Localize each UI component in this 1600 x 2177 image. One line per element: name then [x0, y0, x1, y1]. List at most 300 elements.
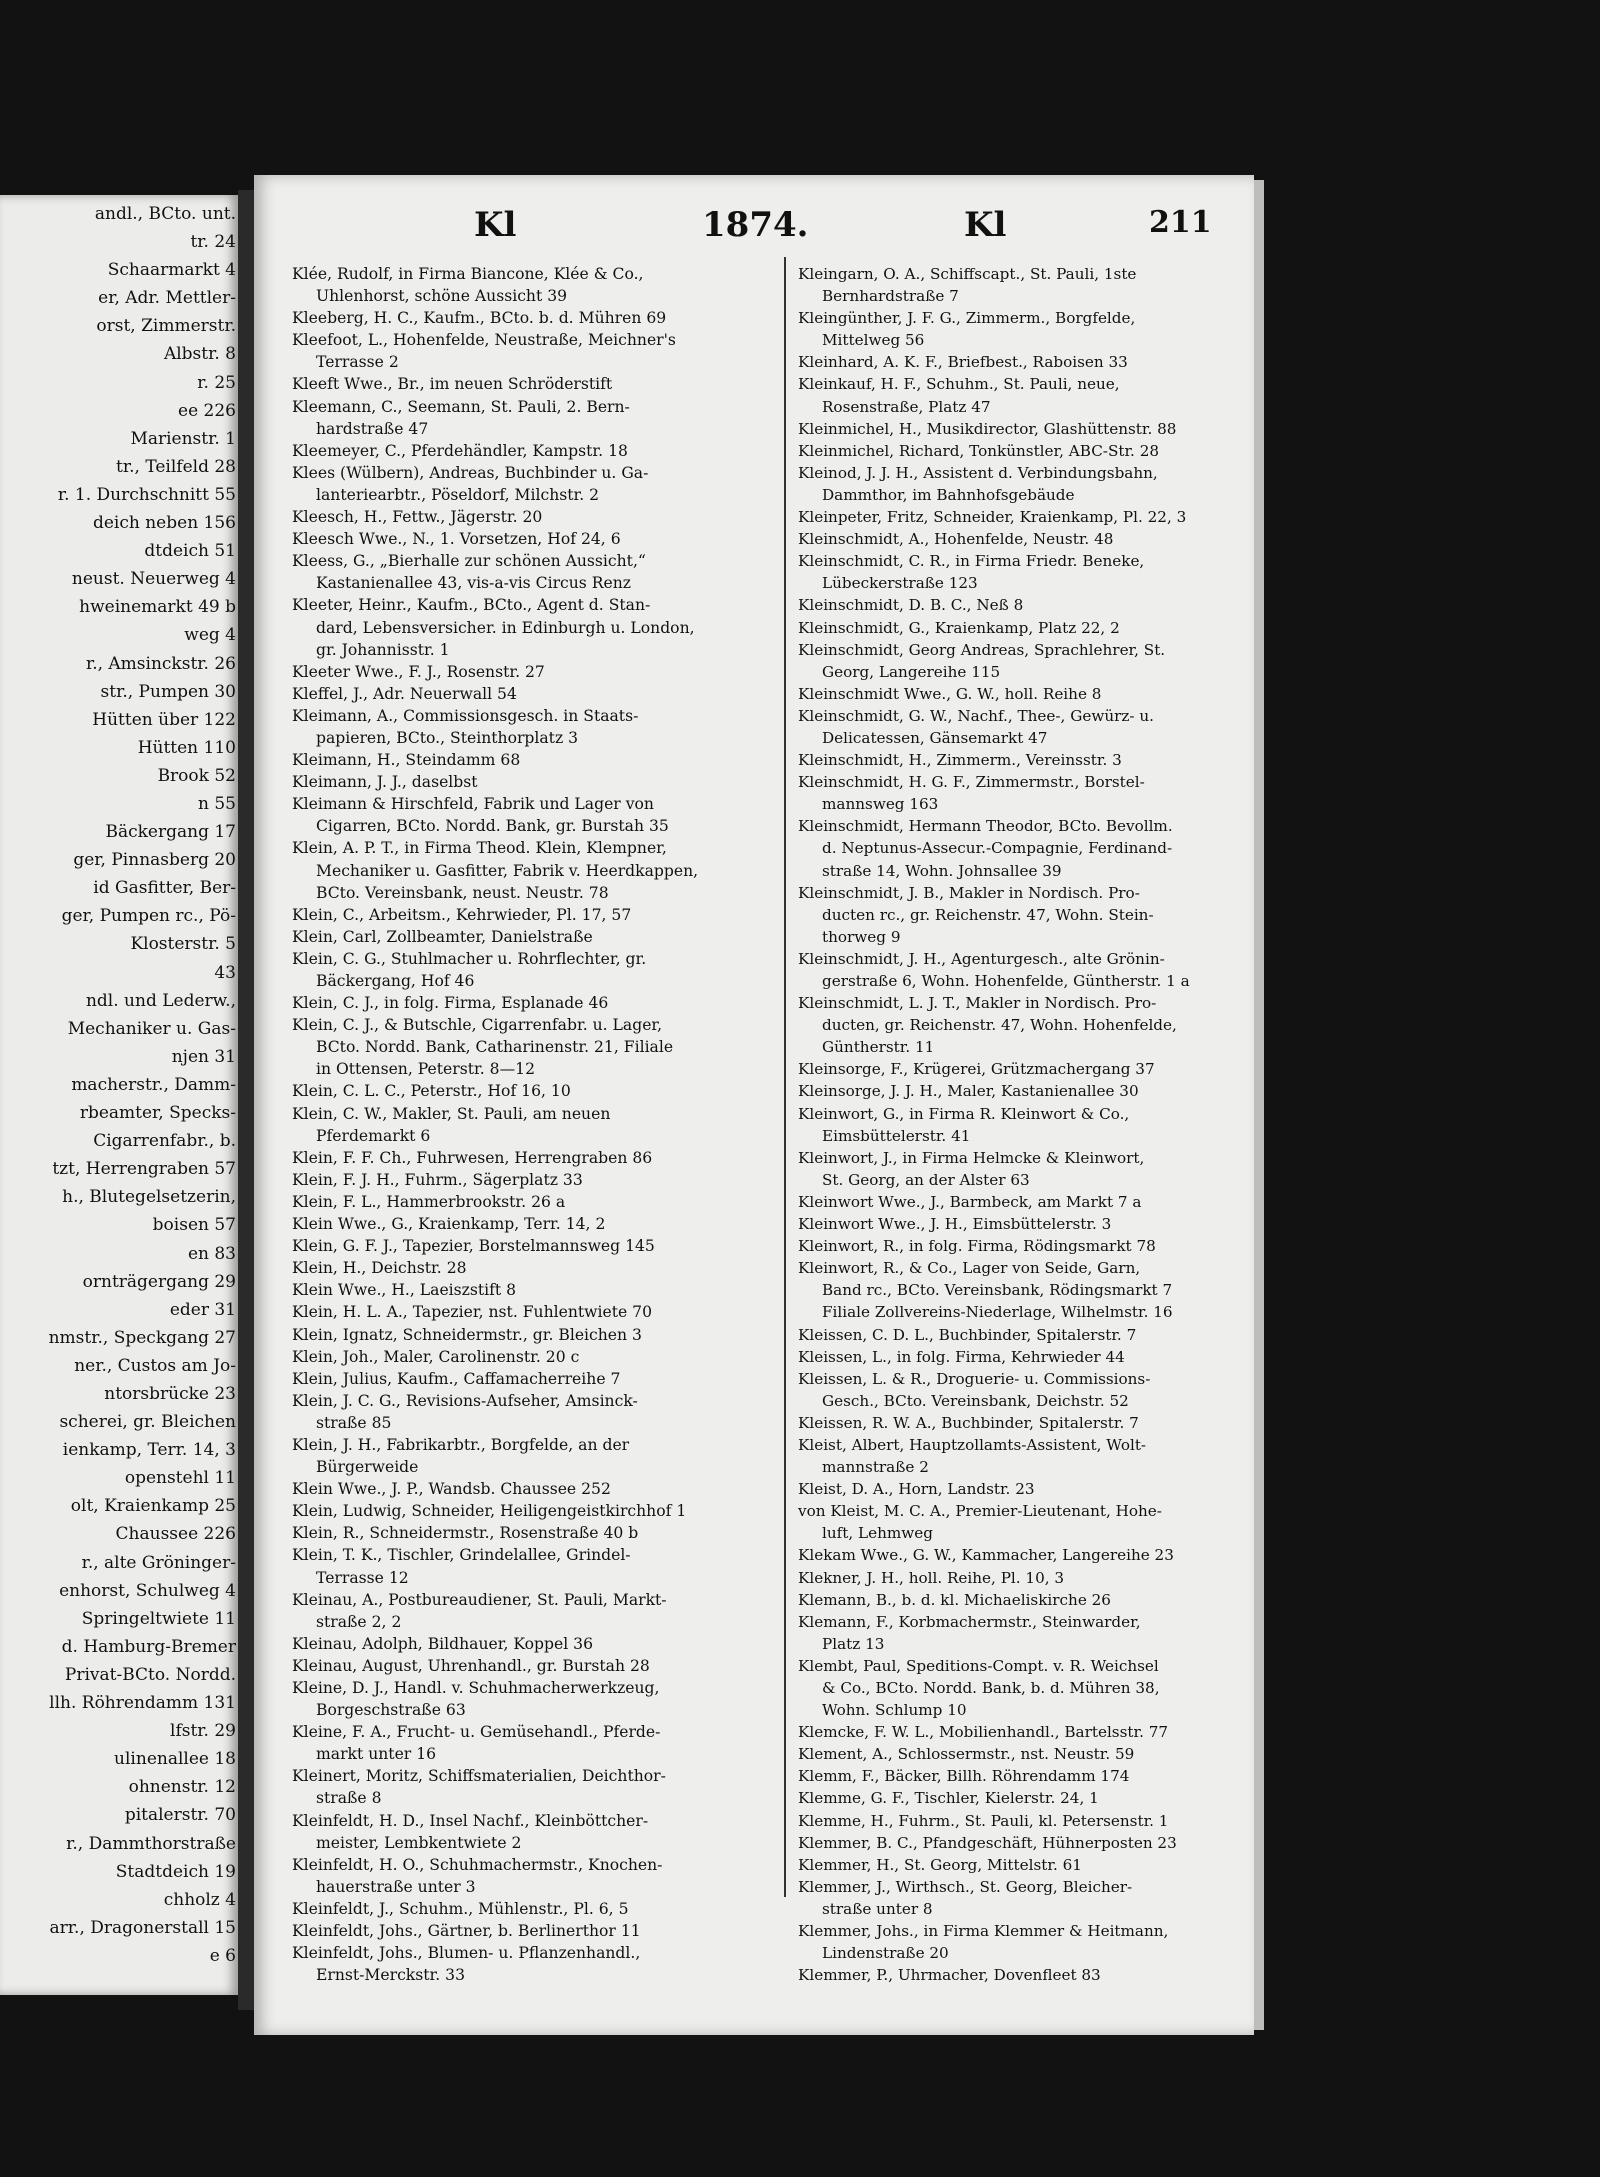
entry-continuation-line: Wohn. Schlump 10: [822, 1701, 967, 1720]
entry-name-line: Kleissen, L., in folg. Firma, Kehrwieder 44: [798, 1347, 1125, 1366]
directory-entry: [286, 1544, 784, 1588]
directory-entry: [792, 263, 1224, 307]
fragment-line: ulinenallee 18: [114, 1749, 236, 1770]
directory-page: [254, 175, 1254, 2035]
fragment-line: ornträgergang 29: [82, 1271, 236, 1292]
entry-name-line: Kleinschmidt, L. J. T., Makler in Nordisch. Pro-: [798, 994, 1157, 1013]
directory-entry: [792, 506, 1224, 528]
entry-continuation-line: straße 8: [316, 1789, 382, 1808]
entry-name-line: Kleeter Wwe., F. J., Rosenstr. 27: [292, 662, 545, 681]
directory-entry: [286, 550, 784, 594]
entry-continuation-line: Cigarren, BCto. Nordd. Bank, gr. Burstah 35: [316, 817, 669, 836]
directory-entry: [286, 1368, 784, 1390]
entry-name-line: Kleissen, C. D. L., Buchbinder, Spitalerstr. 7: [798, 1325, 1137, 1344]
directory-entry: [286, 528, 784, 550]
entry-name-line: Klemm, F., Bäcker, Billh. Röhrendamm 174: [798, 1767, 1130, 1786]
fragment-line: Cigarrenfabr., b.: [93, 1131, 236, 1152]
entry-continuation-line: in Ottensen, Peterstr. 8—12: [316, 1060, 536, 1079]
fragment-line: macherstr., Damm-: [71, 1074, 236, 1095]
entry-name-line: Kleimann, J. J., daselbst: [292, 773, 478, 792]
directory-entry: [286, 1677, 784, 1721]
entry-continuation-line: gerstraße 6, Wohn. Hohenfelde, Güntherstr. 1 a: [822, 972, 1190, 990]
fragment-line: scherei, gr. Bleichen: [59, 1412, 236, 1433]
right-running-head: Kl: [964, 205, 1007, 245]
entry-name-line: Kleist, Albert, Hauptzollamts-Assistent, Wolt-: [798, 1435, 1147, 1454]
entry-name-line: Klein, C. W., Makler, St. Pauli, am neuen: [292, 1104, 611, 1123]
entry-name-line: Kleefoot, L., Hohenfelde, Neustraße, Meichner's: [292, 331, 676, 350]
entry-name-line: Klemann, F., Korbmachermstr., Steinwarder,: [798, 1612, 1141, 1631]
entry-continuation-line: & Co., BCto. Nordd. Bank, b. d. Mühren 38,: [822, 1679, 1160, 1697]
directory-entry: [792, 771, 1224, 815]
entry-name-line: Kleinwort, G., in Firma R. Kleinwort & Co.,: [798, 1104, 1130, 1123]
entry-continuation-line: Terrasse 2: [316, 353, 399, 372]
directory-entry: [286, 661, 784, 683]
directory-entry: [286, 1191, 784, 1213]
directory-entry: [792, 1412, 1224, 1434]
directory-entry: [792, 1920, 1224, 1964]
fragment-line: Stadtdeich 19: [115, 1861, 236, 1882]
entry-continuation-line: markt unter 16: [316, 1745, 437, 1764]
entry-name-line: Klein, H., Deichstr. 28: [292, 1259, 467, 1278]
directory-entry: [286, 1810, 784, 1854]
directory-entry: [286, 1898, 784, 1920]
entry-continuation-line: hauerstraße unter 3: [316, 1877, 476, 1896]
entry-name-line: Kleinschmidt, J. B., Makler in Nordisch. Pro-: [798, 883, 1140, 902]
entry-name-line: Kleinschmidt, A., Hohenfelde, Neustr. 48: [798, 530, 1114, 549]
entry-continuation-line: Uhlenhorst, schöne Aussicht 39: [316, 287, 568, 306]
fragment-line: ohnenstr. 12: [128, 1777, 236, 1798]
fragment-line: r. 25: [197, 372, 236, 393]
entry-name-line: Kleissen, R. W. A., Buchbinder, Spitalerstr. 7: [798, 1413, 1139, 1432]
entry-name-line: Kleeter, Heinr., Kaufm., BCto., Agent d. Stan-: [292, 596, 651, 615]
directory-entry: [792, 1368, 1224, 1412]
entry-continuation-line: luft, Lehmweg: [822, 1524, 933, 1543]
entry-continuation-line: Band rc., BCto. Vereinsbank, Rödingsmarkt 7: [822, 1281, 1173, 1300]
directory-entry: [286, 1522, 784, 1544]
entry-name-line: Klein, Julius, Kaufm., Caffamacherreihe 7: [292, 1369, 621, 1388]
directory-entry: [792, 1567, 1224, 1589]
directory-entry: [792, 815, 1224, 881]
fragment-line: njen 31: [171, 1046, 236, 1067]
entry-continuation-line: Kastanienallee 43, vis-a-vis Circus Renz: [316, 574, 631, 593]
directory-entry: [792, 1235, 1224, 1257]
directory-entry: [792, 1589, 1224, 1611]
directory-entry: [286, 771, 784, 793]
fragment-line: tzt, Herrengraben 57: [52, 1159, 236, 1180]
directory-entry: [286, 373, 784, 395]
directory-entry: [792, 639, 1224, 683]
left-running-head: Kl: [474, 205, 517, 245]
directory-entry: [286, 749, 784, 771]
fragment-line: rbeamter, Specks-: [79, 1103, 236, 1124]
directory-entry: [286, 1478, 784, 1500]
directory-entry: [792, 1213, 1224, 1235]
entry-name-line: Kleinschmidt, C. R., in Firma Friedr. Beneke,: [798, 552, 1145, 571]
year-heading: 1874.: [702, 205, 809, 245]
entry-name-line: Klein, C. J., in folg. Firma, Esplanade 46: [292, 994, 609, 1013]
entry-continuation-line: ducten, gr. Reichenstr. 47, Wohn. Hohenfelde,: [822, 1016, 1177, 1035]
directory-entry: [286, 1301, 784, 1323]
fragment-line: lfstr. 29: [170, 1721, 236, 1742]
fragment-line: 43: [214, 962, 236, 983]
fragment-line: weg 4: [184, 625, 236, 646]
directory-entry: [792, 1787, 1224, 1809]
entry-continuation-line: Lübeckerstraße 123: [822, 574, 978, 593]
fragment-line: Brook 52: [157, 765, 236, 786]
entry-name-line: Klein, C., Arbeitsm., Kehrwieder, Pl. 17, 57: [292, 905, 632, 924]
entry-name-line: Kleinfeldt, H. D., Insel Nachf., Kleinböttcher-: [292, 1811, 649, 1830]
fragment-line: Marienstr. 1: [130, 428, 236, 449]
fragment-line: tr. 24: [190, 232, 236, 253]
directory-entry: [792, 1810, 1224, 1832]
entry-name-line: Kleinau, Adolph, Bildhauer, Koppel 36: [292, 1634, 593, 1653]
entry-name-line: Kleinmichel, H., Musikdirector, Glashüttenstr. 88: [798, 419, 1177, 438]
directory-entry: [286, 307, 784, 329]
page-number: 211: [1149, 205, 1212, 240]
entry-name-line: Kleinfeldt, H. O., Schuhmachermstr., Knochen-: [292, 1855, 663, 1874]
directory-entry: [286, 1920, 784, 1942]
directory-entry: [286, 1235, 784, 1257]
fragment-line: Albstr. 8: [163, 344, 236, 365]
fragment-line: llh. Röhrendamm 131: [49, 1693, 236, 1714]
fragment-line: ner., Custos am Jo-: [74, 1355, 236, 1376]
fragment-line: str., Pumpen 30: [100, 681, 236, 702]
entry-name-line: Klement, A., Schlossermstr., nst. Neustr. 59: [798, 1745, 1135, 1764]
directory-entry: [286, 1103, 784, 1147]
entry-name-line: Kleine, D. J., Handl. v. Schuhmacherwerkzeug,: [292, 1679, 660, 1697]
directory-entry: [286, 705, 784, 749]
entry-continuation-line: Eimsbüttelerstr. 41: [822, 1126, 971, 1145]
directory-entry: [286, 1014, 784, 1080]
entry-name-line: Kleingarn, O. A., Schiffscapt., St. Pauli, 1ste: [798, 265, 1137, 283]
entry-name-line: Kleinfeldt, J., Schuhm., Mühlenstr., Pl. 6, 5: [292, 1899, 629, 1918]
entry-name-line: Kleesch, H., Fettw., Jägerstr. 20: [292, 508, 543, 527]
directory-entry: [792, 1876, 1224, 1920]
entry-continuation-line: gr. Johannisstr. 1: [316, 640, 450, 659]
directory-entry: [286, 1390, 784, 1434]
fragment-line: Springeltwiete 11: [81, 1608, 236, 1629]
entry-name-line: Klein, J. C. G., Revisions-Aufseher, Amsinck-: [292, 1391, 638, 1410]
column-divider: [784, 257, 786, 1897]
entry-name-line: Kleinmichel, Richard, Tonkünstler, ABC-Str. 28: [798, 441, 1160, 460]
directory-entry: [286, 594, 784, 660]
running-head: [254, 205, 1254, 255]
directory-entry: [792, 528, 1224, 550]
directory-entry: [792, 617, 1224, 639]
entry-name-line: Kleist, D. A., Horn, Landstr. 23: [798, 1480, 1035, 1499]
fragment-line: Klosterstr. 5: [130, 934, 236, 955]
entry-continuation-line: Bernhardstraße 7: [822, 287, 959, 306]
directory-entry: [792, 1743, 1224, 1765]
entry-name-line: von Kleist, M. C. A., Premier-Lieutenant, Hohe-: [798, 1502, 1162, 1521]
directory-entry: [792, 1147, 1224, 1191]
fragment-line: Privat-BCto. Nordd.: [64, 1664, 236, 1685]
entry-name-line: Kleinschmidt, J. H., Agenturgesch., alte Grönin-: [798, 949, 1165, 968]
entry-name-line: Kleemann, C., Seemann, St. Pauli, 2. Bern-: [292, 397, 630, 416]
directory-entry: [792, 440, 1224, 462]
entry-name-line: Kleissen, L. & R., Droguerie- u. Commissions-: [798, 1369, 1151, 1388]
entry-continuation-line: Mechaniker u. Gasfitter, Fabrik v. Heerdkappen,: [316, 861, 699, 880]
entry-name-line: Kleess, G., „Bierhalle zur schönen Aussicht,“: [292, 552, 646, 571]
facing-page-fragment: [0, 195, 238, 1995]
entry-continuation-line: meister, Lembkentwiete 2: [316, 1833, 522, 1852]
directory-entry: [286, 992, 784, 1014]
entry-continuation-line: Filiale Zollvereins-Niederlage, Wilhelmstr. 16: [822, 1303, 1173, 1322]
directory-entry: [792, 1080, 1224, 1102]
entry-name-line: Kleimann, A., Commissionsgesch. in Staats-: [292, 706, 639, 725]
entry-name-line: Klemme, G. F., Tischler, Kielerstr. 24, 1: [798, 1789, 1099, 1808]
fragment-line: ndl. und Lederw.,: [85, 990, 236, 1011]
fragment-line: Hütten über 122: [92, 709, 236, 730]
directory-entry: [286, 1434, 784, 1478]
entry-name-line: Kleinau, A., Postbureaudiener, St. Pauli, Markt-: [292, 1590, 667, 1609]
entry-name-line: Kleeft Wwe., Br., im neuen Schröderstift: [292, 375, 613, 394]
fragment-line: Schaarmarkt 4: [107, 260, 236, 281]
entry-name-line: Kleinwort, J., in Firma Helmcke & Kleinwort,: [798, 1148, 1145, 1167]
directory-entry: [792, 705, 1224, 749]
entry-name-line: Kleinfeldt, Johs., Gärtner, b. Berlinerthor 11: [292, 1922, 641, 1941]
entry-name-line: Klée, Rudolf, in Firma Biancone, Klée & Co.,: [292, 265, 644, 283]
entry-name-line: Klemmer, B. C., Pfandgeschäft, Hühnerposten 23: [798, 1833, 1177, 1852]
entry-name-line: Klemme, H., Fuhrm., St. Pauli, kl. Petersenstr. 1: [798, 1811, 1169, 1830]
directory-entry: [286, 683, 784, 705]
entry-name-line: Klein Wwe., H., Laeiszstift 8: [292, 1281, 517, 1300]
entry-name-line: Kleinod, J. J. H., Assistent d. Verbindungsbahn,: [798, 463, 1158, 482]
directory-entry: [792, 948, 1224, 992]
fragment-line: id Gasfitter, Ber-: [93, 878, 236, 899]
entry-continuation-line: Delicatessen, Gänsemarkt 47: [822, 728, 1048, 747]
directory-entry: [792, 1832, 1224, 1854]
entry-continuation-line: mannstraße 2: [822, 1458, 929, 1477]
entry-name-line: Klemmer, J., Wirthsch., St. Georg, Bleicher-: [798, 1877, 1133, 1896]
directory-entry: [792, 1721, 1224, 1743]
directory-entry: [286, 1942, 784, 1986]
entry-name-line: Klemmer, P., Uhrmacher, Dovenfleet 83: [798, 1966, 1101, 1985]
entry-name-line: Kleinau, August, Uhrenhandl., gr. Burstah 28: [292, 1656, 650, 1675]
entry-continuation-line: Bürgerweide: [316, 1458, 419, 1477]
directory-entry: [286, 1169, 784, 1191]
fragment-line: tr., Teilfeld 28: [116, 456, 236, 477]
directory-entry: [286, 1854, 784, 1898]
entry-name-line: Kleinschmidt, H. G. F., Zimmermstr., Borstel-: [798, 773, 1145, 792]
column-2: [792, 263, 1224, 1986]
directory-entry: [286, 904, 784, 926]
directory-entry: [792, 462, 1224, 506]
fragment-line: e 6: [209, 1945, 236, 1966]
fragment-line: ienkamp, Terr. 14, 3: [62, 1440, 236, 1461]
entry-name-line: Kleesch Wwe., N., 1. Vorsetzen, Hof 24, 6: [292, 530, 621, 549]
entry-name-line: Klein Wwe., J. P., Wandsb. Chaussee 252: [292, 1480, 611, 1499]
directory-entry: [286, 1655, 784, 1677]
entry-continuation-line: Güntherstr. 11: [822, 1038, 935, 1057]
fragment-line: h., Blutegelsetzerin,: [62, 1187, 236, 1208]
fragment-line: openstehl 11: [124, 1468, 236, 1489]
fragment-line: n 55: [198, 794, 236, 814]
entry-continuation-line: Lindenstraße 20: [822, 1944, 949, 1963]
entry-name-line: Klein, R., Schneidermstr., Rosenstraße 40 b: [292, 1524, 639, 1543]
fragment-line: Bäckergang 17: [105, 822, 236, 843]
fragment-line: d. Hamburg-Bremer: [61, 1636, 236, 1657]
directory-entry: [286, 948, 784, 992]
directory-entry: [286, 440, 784, 462]
directory-entry: [286, 329, 784, 373]
directory-entry: [286, 462, 784, 506]
entry-name-line: Klemcke, F. W. L., Mobilienhandl., Bartelsstr. 77: [798, 1723, 1169, 1742]
entry-continuation-line: St. Georg, an der Alster 63: [822, 1170, 1030, 1189]
directory-entry: [792, 1434, 1224, 1478]
entry-name-line: Kleimann, H., Steindamm 68: [292, 751, 521, 770]
entry-continuation-line: BCto. Nordd. Bank, Catharinenstr. 21, Filiale: [316, 1038, 674, 1057]
fragment-line: r., Amsinckstr. 26: [85, 653, 236, 674]
entry-name-line: Klembt, Paul, Speditions-Compt. v. R. Weichsel: [798, 1656, 1159, 1675]
entry-continuation-line: BCto. Vereinsbank, neust. Neustr. 78: [316, 883, 609, 902]
fragment-line: ger, Pumpen rc., Pö-: [61, 906, 236, 927]
entry-name-line: Klees (Wülbern), Andreas, Buchbinder u. Ga-: [292, 463, 649, 482]
directory-entry: [792, 1854, 1224, 1876]
entry-name-line: Klein, C. G., Stuhlmacher u. Rohrflechter, gr.: [292, 949, 647, 968]
fragment-line: deich neben 156: [92, 513, 236, 534]
entry-name-line: Klemann, B., b. d. kl. Michaeliskirche 26: [798, 1590, 1111, 1609]
entry-name-line: Klein, A. P. T., in Firma Theod. Klein, Klempner,: [292, 839, 667, 858]
entry-name-line: Kleeberg, H. C., Kaufm., BCto. b. d. Mühren 69: [292, 309, 667, 328]
entry-name-line: Kleinschmidt, G. W., Nachf., Thee-, Gewürz- u.: [798, 706, 1154, 725]
fragment-line: nmstr., Speckgang 27: [48, 1327, 236, 1348]
entry-name-line: Klein, F. F. Ch., Fuhrwesen, Herrengraben 86: [292, 1148, 653, 1167]
fragment-line: Mechaniker u. Gas-: [67, 1018, 236, 1039]
directory-entry: [286, 1721, 784, 1765]
entry-name-line: Kleinwort, R., & Co., Lager von Seide, Garn,: [798, 1259, 1141, 1278]
fragment-line: olt, Kraienkamp 25: [70, 1496, 236, 1517]
entry-continuation-line: straße unter 8: [822, 1899, 933, 1918]
entry-name-line: Kleine, F. A., Frucht- u. Gemüsehandl., Pferde-: [292, 1723, 661, 1742]
fragment-line: enhorst, Schulweg 4: [59, 1580, 236, 1601]
entry-name-line: Kleimann & Hirschfeld, Fabrik und Lager von: [292, 795, 654, 814]
entry-continuation-line: straße 2, 2: [316, 1612, 402, 1631]
entry-continuation-line: lanteriearbtr., Pöseldorf, Milchstr. 2: [316, 485, 600, 504]
fragment-line: r. 1. Durchschnitt 55: [57, 484, 236, 505]
entry-name-line: Kleinsorge, J. J. H., Maler, Kastanienallee 30: [798, 1082, 1139, 1101]
fragment-line: eder 31: [169, 1299, 236, 1320]
entry-name-line: Kleingünther, J. F. G., Zimmerm., Borgfelde,: [798, 309, 1136, 328]
entry-name-line: Klein, G. F. J., Tapezier, Borstelmannsweg 145: [292, 1237, 655, 1256]
entry-name-line: Kleinschmidt, Hermann Theodor, BCto. Bevollm.: [798, 817, 1173, 836]
entry-continuation-line: Platz 13: [822, 1634, 885, 1653]
directory-entry: [286, 1257, 784, 1279]
directory-entry: [286, 1765, 784, 1809]
directory-entry: [792, 882, 1224, 948]
entry-continuation-line: dard, Lebensversicher. in Edinburgh u. London,: [316, 618, 695, 637]
entry-continuation-line: Pferdemarkt 6: [316, 1126, 431, 1145]
directory-entry: [286, 926, 784, 948]
directory-entry: [286, 1324, 784, 1346]
entry-name-line: Klein, Carl, Zollbeamter, Danielstraße: [292, 927, 593, 946]
directory-entry: [286, 1500, 784, 1522]
entry-name-line: Klemmer, H., St. Georg, Mittelstr. 61: [798, 1855, 1082, 1874]
fragment-line: en 83: [187, 1243, 236, 1264]
directory-entry: [792, 1191, 1224, 1213]
entry-name-line: Kleinschmidt, G., Kraienkamp, Platz 22, 2: [798, 618, 1120, 637]
entry-name-line: Klein Wwe., G., Kraienkamp, Terr. 14, 2: [292, 1215, 606, 1234]
entry-continuation-line: straße 85: [316, 1413, 392, 1432]
entry-continuation-line: ducten rc., gr. Reichenstr. 47, Wohn. Stein-: [822, 905, 1154, 924]
directory-entry: [792, 1103, 1224, 1147]
entry-continuation-line: Terrasse 12: [316, 1568, 409, 1587]
entry-continuation-line: Dammthor, im Bahnhofsgebäude: [822, 485, 1075, 504]
directory-entry: [286, 396, 784, 440]
entry-name-line: Klein, Ignatz, Schneidermstr., gr. Bleichen 3: [292, 1325, 642, 1344]
fragment-line: er, Adr. Mettler-: [98, 288, 236, 309]
entry-continuation-line: Borgeschstraße 63: [316, 1701, 466, 1720]
entry-continuation-line: Bäckergang, Hof 46: [316, 972, 475, 990]
directory-entry: [286, 837, 784, 903]
entry-name-line: Kleinhard, A. K. F., Briefbest., Raboisen 33: [798, 353, 1128, 372]
fragment-line: r., alte Gröninger-: [81, 1552, 236, 1573]
entry-name-line: Klein, Joh., Maler, Carolinenstr. 20 c: [292, 1347, 580, 1366]
directory-entry: [792, 1257, 1224, 1323]
directory-entry: [792, 683, 1224, 705]
directory-entry: [792, 351, 1224, 373]
directory-entry: [286, 1213, 784, 1235]
entry-name-line: Kleinschmidt, Georg Andreas, Sprachlehrer, St.: [798, 640, 1166, 659]
directory-entry: [286, 1279, 784, 1301]
fragment-line: dtdeich 51: [144, 541, 236, 562]
column-1: [286, 263, 784, 1986]
entry-name-line: Kleinschmidt Wwe., G. W., holl. Reihe 8: [798, 684, 1102, 703]
directory-entry: [792, 749, 1224, 771]
entry-continuation-line: Georg, Langereihe 115: [822, 662, 1001, 681]
entry-name-line: Kleemeyer, C., Pferdehändler, Kampstr. 18: [292, 441, 628, 460]
entry-continuation-line: thorweg 9: [822, 927, 901, 946]
directory-entry: [792, 1346, 1224, 1368]
fragment-line: hweinemarkt 49 b: [79, 597, 236, 618]
page-edge: [1254, 180, 1264, 2030]
directory-entry: [792, 418, 1224, 440]
directory-entry: [286, 1633, 784, 1655]
fragment-line: andl., BCto. unt.: [94, 204, 236, 224]
fragment-line: pitalerstr. 70: [124, 1805, 236, 1826]
directory-entry: [286, 1147, 784, 1169]
directory-entry: [792, 1765, 1224, 1787]
entry-name-line: Klekam Wwe., G. W., Kammacher, Langereihe 23: [798, 1546, 1174, 1565]
entry-name-line: Kleinfeldt, Johs., Blumen- u. Pflanzenhandl.,: [292, 1944, 641, 1963]
directory-entry: [792, 1964, 1224, 1986]
directory-entry: [792, 1500, 1224, 1544]
entry-name-line: Klein, C. J., & Butschle, Cigarrenfabr. u. Lager,: [292, 1016, 663, 1035]
entry-name-line: Kleinert, Moritz, Schiffsmaterialien, Deichthor-: [292, 1767, 666, 1786]
entry-continuation-line: Mittelweg 56: [822, 331, 925, 350]
entry-name-line: Kleinwort Wwe., J. H., Eimsbüttelerstr. 3: [798, 1215, 1112, 1234]
entry-name-line: Kleinpeter, Fritz, Schneider, Kraienkamp, Pl. 22, 3: [798, 508, 1187, 527]
fragment-line: orst, Zimmerstr.: [96, 316, 236, 337]
fragment-line: arr., Dragonerstall 15: [49, 1917, 236, 1938]
directory-entry: [792, 1324, 1224, 1346]
entry-name-line: Kleinschmidt, D. B. C., Neß 8: [798, 596, 1024, 615]
directory-entry: [792, 992, 1224, 1058]
entry-name-line: Klemmer, Johs., in Firma Klemmer & Heitmann,: [798, 1922, 1169, 1941]
fragment-line: ger, Pinnasberg 20: [73, 850, 236, 871]
directory-entry: [286, 506, 784, 528]
entry-name-line: Kleinschmidt, H., Zimmerm., Vereinsstr. 3: [798, 751, 1122, 770]
directory-entry: [792, 594, 1224, 616]
entry-continuation-line: mannsweg 163: [822, 795, 939, 814]
entry-name-line: Kleinwort, R., in folg. Firma, Rödingsmarkt 78: [798, 1237, 1156, 1256]
fragment-line: neust. Neuerweg 4: [71, 569, 236, 590]
fragment-line: ntorsbrücke 23: [104, 1384, 236, 1404]
entry-name-line: Klein, Ludwig, Schneider, Heiligengeistkirchhof 1: [292, 1502, 687, 1521]
entry-continuation-line: hardstraße 47: [316, 419, 429, 438]
entry-continuation-line: d. Neptunus-Assecur.-Compagnie, Ferdinand-: [822, 839, 1173, 858]
entry-name-line: Kleinwort Wwe., J., Barmbeck, am Markt 7 a: [798, 1192, 1142, 1211]
